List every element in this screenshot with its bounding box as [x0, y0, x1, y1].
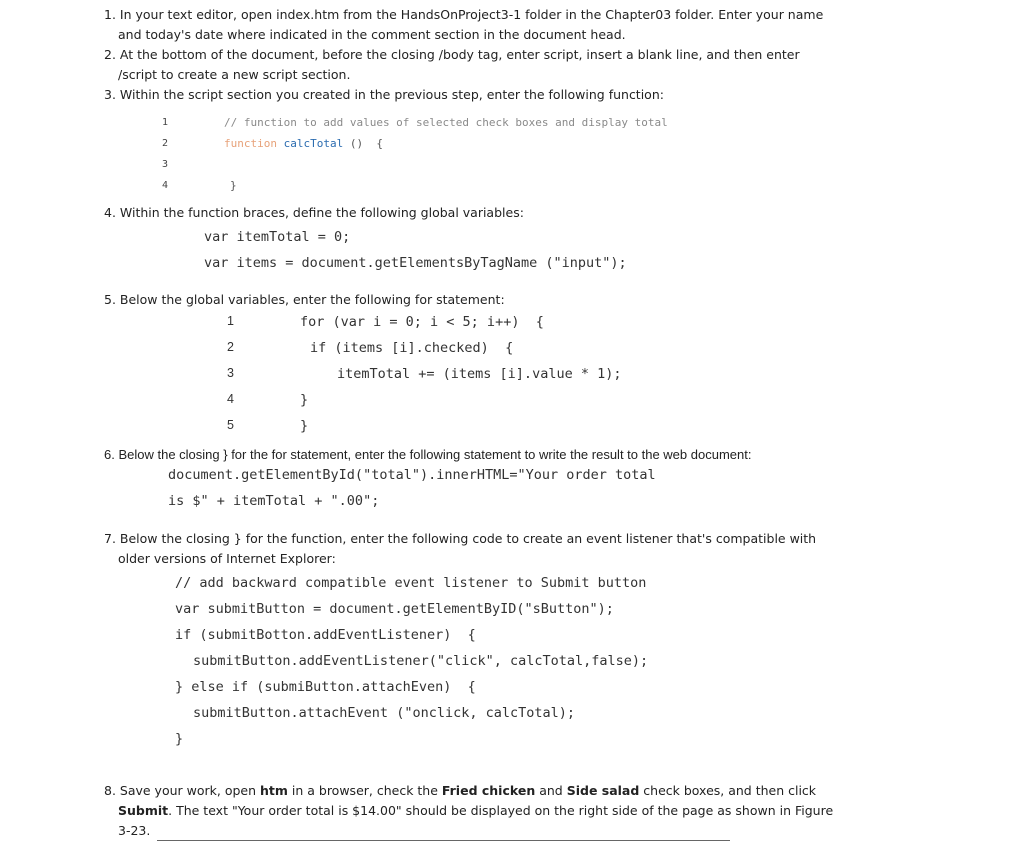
code-line-number: 4 — [227, 392, 234, 406]
code-line-number: 5 — [227, 418, 234, 432]
step7-code-line3: if (submitBotton.addEventListener) { — [175, 627, 476, 643]
step8-text: check boxes, and then click — [639, 783, 817, 798]
step8-text: in a browser, check the — [287, 783, 442, 798]
code-line-number: 3 — [162, 159, 169, 170]
step4-code-line1: var itemTotal = 0; — [204, 229, 351, 245]
step4-line1: 4. Within the function braces, define the following global variables: — [104, 205, 524, 220]
step7-line2: older versions of Internet Explorer: — [118, 551, 336, 566]
step1-line1: 1. In your text editor, open index.htm from the HandsOnProject3-1 folder in the Chapter03 folder. Enter your name — [104, 7, 824, 22]
code-line-number: 2 — [227, 340, 234, 354]
step7-line1: 7. Below the closing } for the function, enter the following code to create an event listener that's compatible with — [104, 531, 817, 546]
step8-line1 — [104, 781, 816, 801]
code-line-number: 2 — [162, 138, 169, 149]
step6-code-line1: document.getElementById("total").innerHTML="Your order total — [168, 467, 656, 483]
code-comment: // function to add values of selected check boxes and display total — [224, 116, 668, 129]
step5-line1: 5. Below the global variables, enter the following for statement: — [104, 292, 505, 307]
step8-text: and — [535, 783, 567, 798]
step6-code-line2: is $" + itemTotal + ".00"; — [168, 493, 380, 509]
step5-code-line2: if (items [i].checked) { — [310, 340, 514, 356]
divider-line — [157, 840, 730, 841]
step8-text: 8. Save your work, open — [104, 783, 260, 798]
step8-bold-submit: Submit — [118, 803, 169, 818]
step7-code-line1: // add backward compatible event listener to Submit button — [175, 575, 647, 591]
code-function-decl — [224, 137, 383, 150]
step6-line1: 6. Below the closing } for the for statement, enter the following statement to write the result to the web document: — [104, 447, 752, 462]
function-params: () { — [349, 137, 383, 150]
code-close-brace: } — [230, 179, 237, 192]
step8-line3: 3-23. — [118, 823, 151, 838]
step7-code-line6: submitButton.attachEvent ("onclick, calcTotal); — [193, 705, 576, 721]
step2-line2: /script to create a new script section. — [118, 67, 351, 82]
code-line-number: 4 — [162, 180, 169, 191]
code-line-number: 1 — [162, 117, 169, 128]
keyword-function: function — [224, 137, 277, 150]
step4-code-line2: var items = document.getElementsByTagName ("input"); — [204, 255, 627, 271]
step7-code-line4: submitButton.addEventListener("click", calcTotal,false); — [193, 653, 649, 669]
code-line-number: 3 — [227, 366, 234, 380]
function-name: calcTotal — [283, 137, 344, 150]
step8-bold-htm: htm — [260, 783, 288, 798]
code-line-number: 1 — [227, 314, 234, 328]
step8-line2 — [118, 801, 833, 821]
step8-bold-fried-chicken: Fried chicken — [441, 783, 536, 798]
step1-line2: and today's date where indicated in the comment section in the document head. — [118, 27, 626, 42]
step5-code-line1: for (var i = 0; i < 5; i++) { — [300, 314, 544, 330]
step5-code-line4: } — [300, 392, 309, 408]
step2-line1: 2. At the bottom of the document, before the closing /body tag, enter script, insert a blank line, and then enter — [104, 47, 800, 62]
step8-text: . The text "Your order total is $14.00" should be displayed on the right side of the page as shown in Figure — [168, 803, 834, 818]
step5-code-line5: } — [300, 418, 309, 434]
step7-code-line7: } — [175, 731, 184, 747]
step7-code-line5: } else if (submiButton.attachEven) { — [175, 679, 476, 695]
step3-line1: 3. Within the script section you created in the previous step, enter the following function: — [104, 87, 664, 102]
step7-code-line2: var submitButton = document.getElementByID("sButton"); — [175, 601, 614, 617]
step8-bold-side-salad: Side salad — [566, 783, 640, 798]
step5-code-line3: itemTotal += (items [i].value * 1); — [337, 366, 622, 382]
